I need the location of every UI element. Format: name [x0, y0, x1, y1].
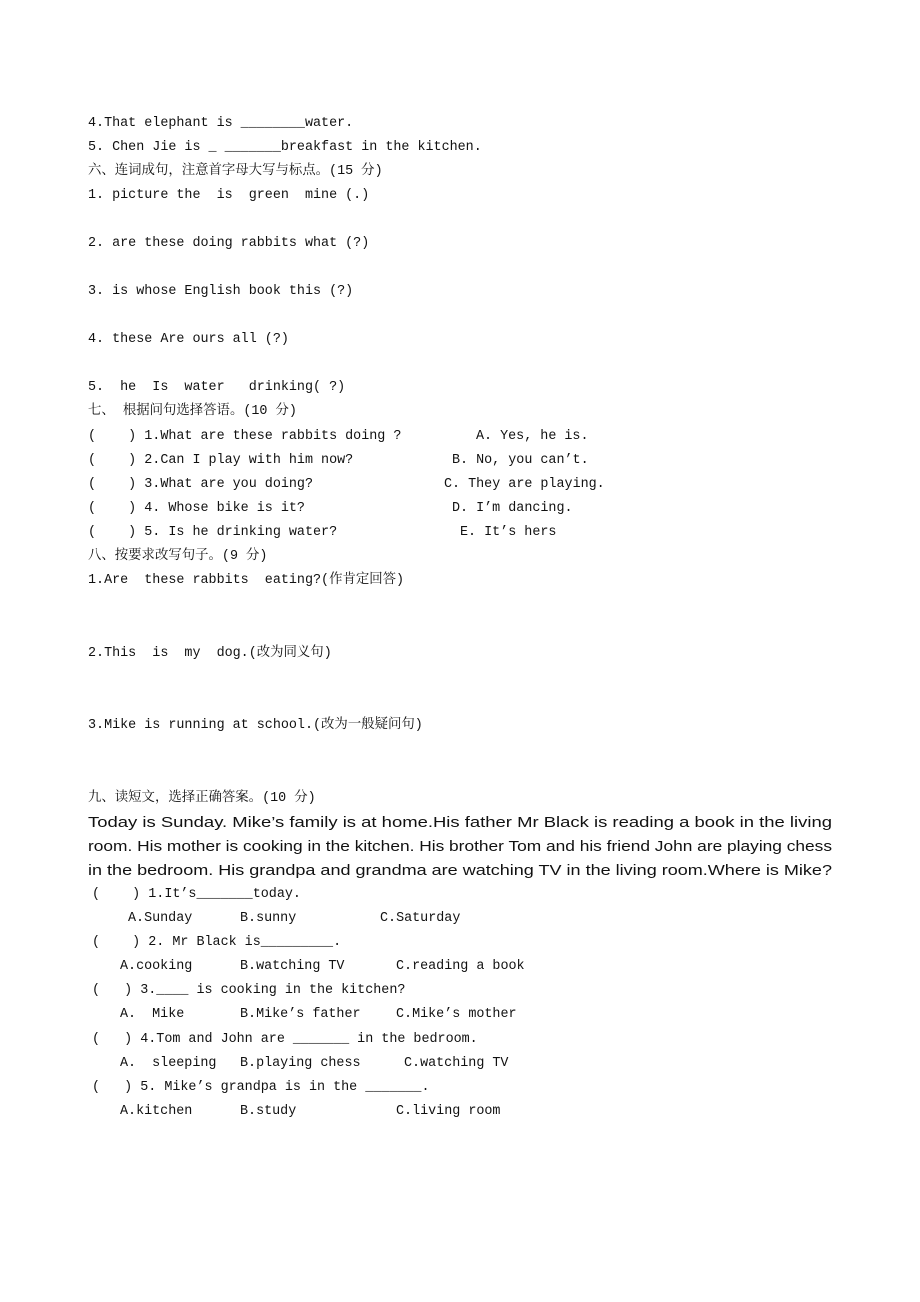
matching-question: ( ) 4. Whose bike is it? [88, 501, 305, 516]
answer-option: C.reading a book [396, 959, 525, 974]
matching-answer: E. It’s hers [460, 525, 557, 540]
answer-option: A.Sunday [128, 911, 193, 926]
section-heading: 八、按要求改写句子。(9 分) [88, 549, 268, 564]
answer-option: B.study [240, 1104, 297, 1119]
matching-question: ( ) 5. Is he drinking water? [88, 525, 338, 540]
answer-option: B.watching TV [240, 959, 345, 974]
answer-option: C.watching TV [404, 1056, 509, 1071]
rewrite-question: 3.Mike is running at school.(改为一般疑问句) [88, 718, 423, 733]
answer-option: B.playing chess [240, 1056, 361, 1071]
reading-passage-line: in the bedroom. His grandpa and grandma are watching TV in the living room.Where is Mike? [88, 863, 832, 879]
word-order-question: 4. these Are ours all (?) [88, 332, 289, 347]
reading-question: ( ) 1.It’s_______today. [92, 887, 301, 902]
reading-question: ( ) 4.Tom and John are _______ in the bedroom. [92, 1032, 478, 1047]
reading-passage-line: Today is Sunday. Mike’s family is at home.His father Mr Black is reading a book in the living [88, 815, 832, 831]
answer-option: B.Mike’s father [240, 1007, 361, 1022]
word-order-question: 1. picture the is green mine (.) [88, 188, 370, 203]
matching-answer: A. Yes, he is. [476, 429, 589, 444]
section-heading: 七、 根据问句选择答语。(10 分) [88, 404, 297, 419]
answer-option: A.cooking [120, 959, 193, 974]
reading-question: ( ) 2. Mr Black is_________. [92, 935, 342, 950]
matching-answer: D. I’m dancing. [452, 501, 573, 516]
matching-answer: B. No, you can’t. [452, 453, 589, 468]
fill-blank-question: 5. Chen Jie is _ _______breakfast in the kitchen. [88, 140, 482, 155]
rewrite-question: 1.Are these rabbits eating?(作肯定回答) [88, 573, 405, 588]
word-order-question: 2. are these doing rabbits what (?) [88, 236, 370, 251]
answer-option: A. sleeping [120, 1056, 217, 1071]
reading-passage-line: room. His mother is cooking in the kitchen. His brother Tom and his friend John are playing chess [88, 839, 832, 855]
fill-blank-question: 4.That elephant is ________water. [88, 116, 354, 131]
answer-option: C.Saturday [380, 911, 461, 926]
word-order-question: 3. is whose English book this (?) [88, 284, 354, 299]
answer-option: C.Mike’s mother [396, 1007, 517, 1022]
matching-question: ( ) 3.What are you doing? [88, 477, 313, 492]
matching-question: ( ) 2.Can I play with him now? [88, 453, 354, 468]
matching-answer: C. They are playing. [444, 477, 605, 492]
answer-option: A.kitchen [120, 1104, 193, 1119]
section-heading: 九、读短文，选择正确答案。(10 分) [88, 791, 316, 806]
matching-question: ( ) 1.What are these rabbits doing ? [88, 429, 402, 444]
word-order-question: 5. he Is water drinking( ?) [88, 380, 346, 395]
answer-option: A. Mike [120, 1007, 185, 1022]
reading-question: ( ) 5. Mike’s grandpa is in the _______. [92, 1080, 430, 1095]
reading-question: ( ) 3.____ is cooking in the kitchen? [92, 983, 406, 998]
section-heading: 六、连词成句，注意首字母大写与标点。(15 分) [88, 164, 383, 179]
rewrite-question: 2.This is my dog.(改为同义句) [88, 646, 332, 661]
answer-option: B.sunny [240, 911, 297, 926]
answer-option: C.living room [396, 1104, 501, 1119]
